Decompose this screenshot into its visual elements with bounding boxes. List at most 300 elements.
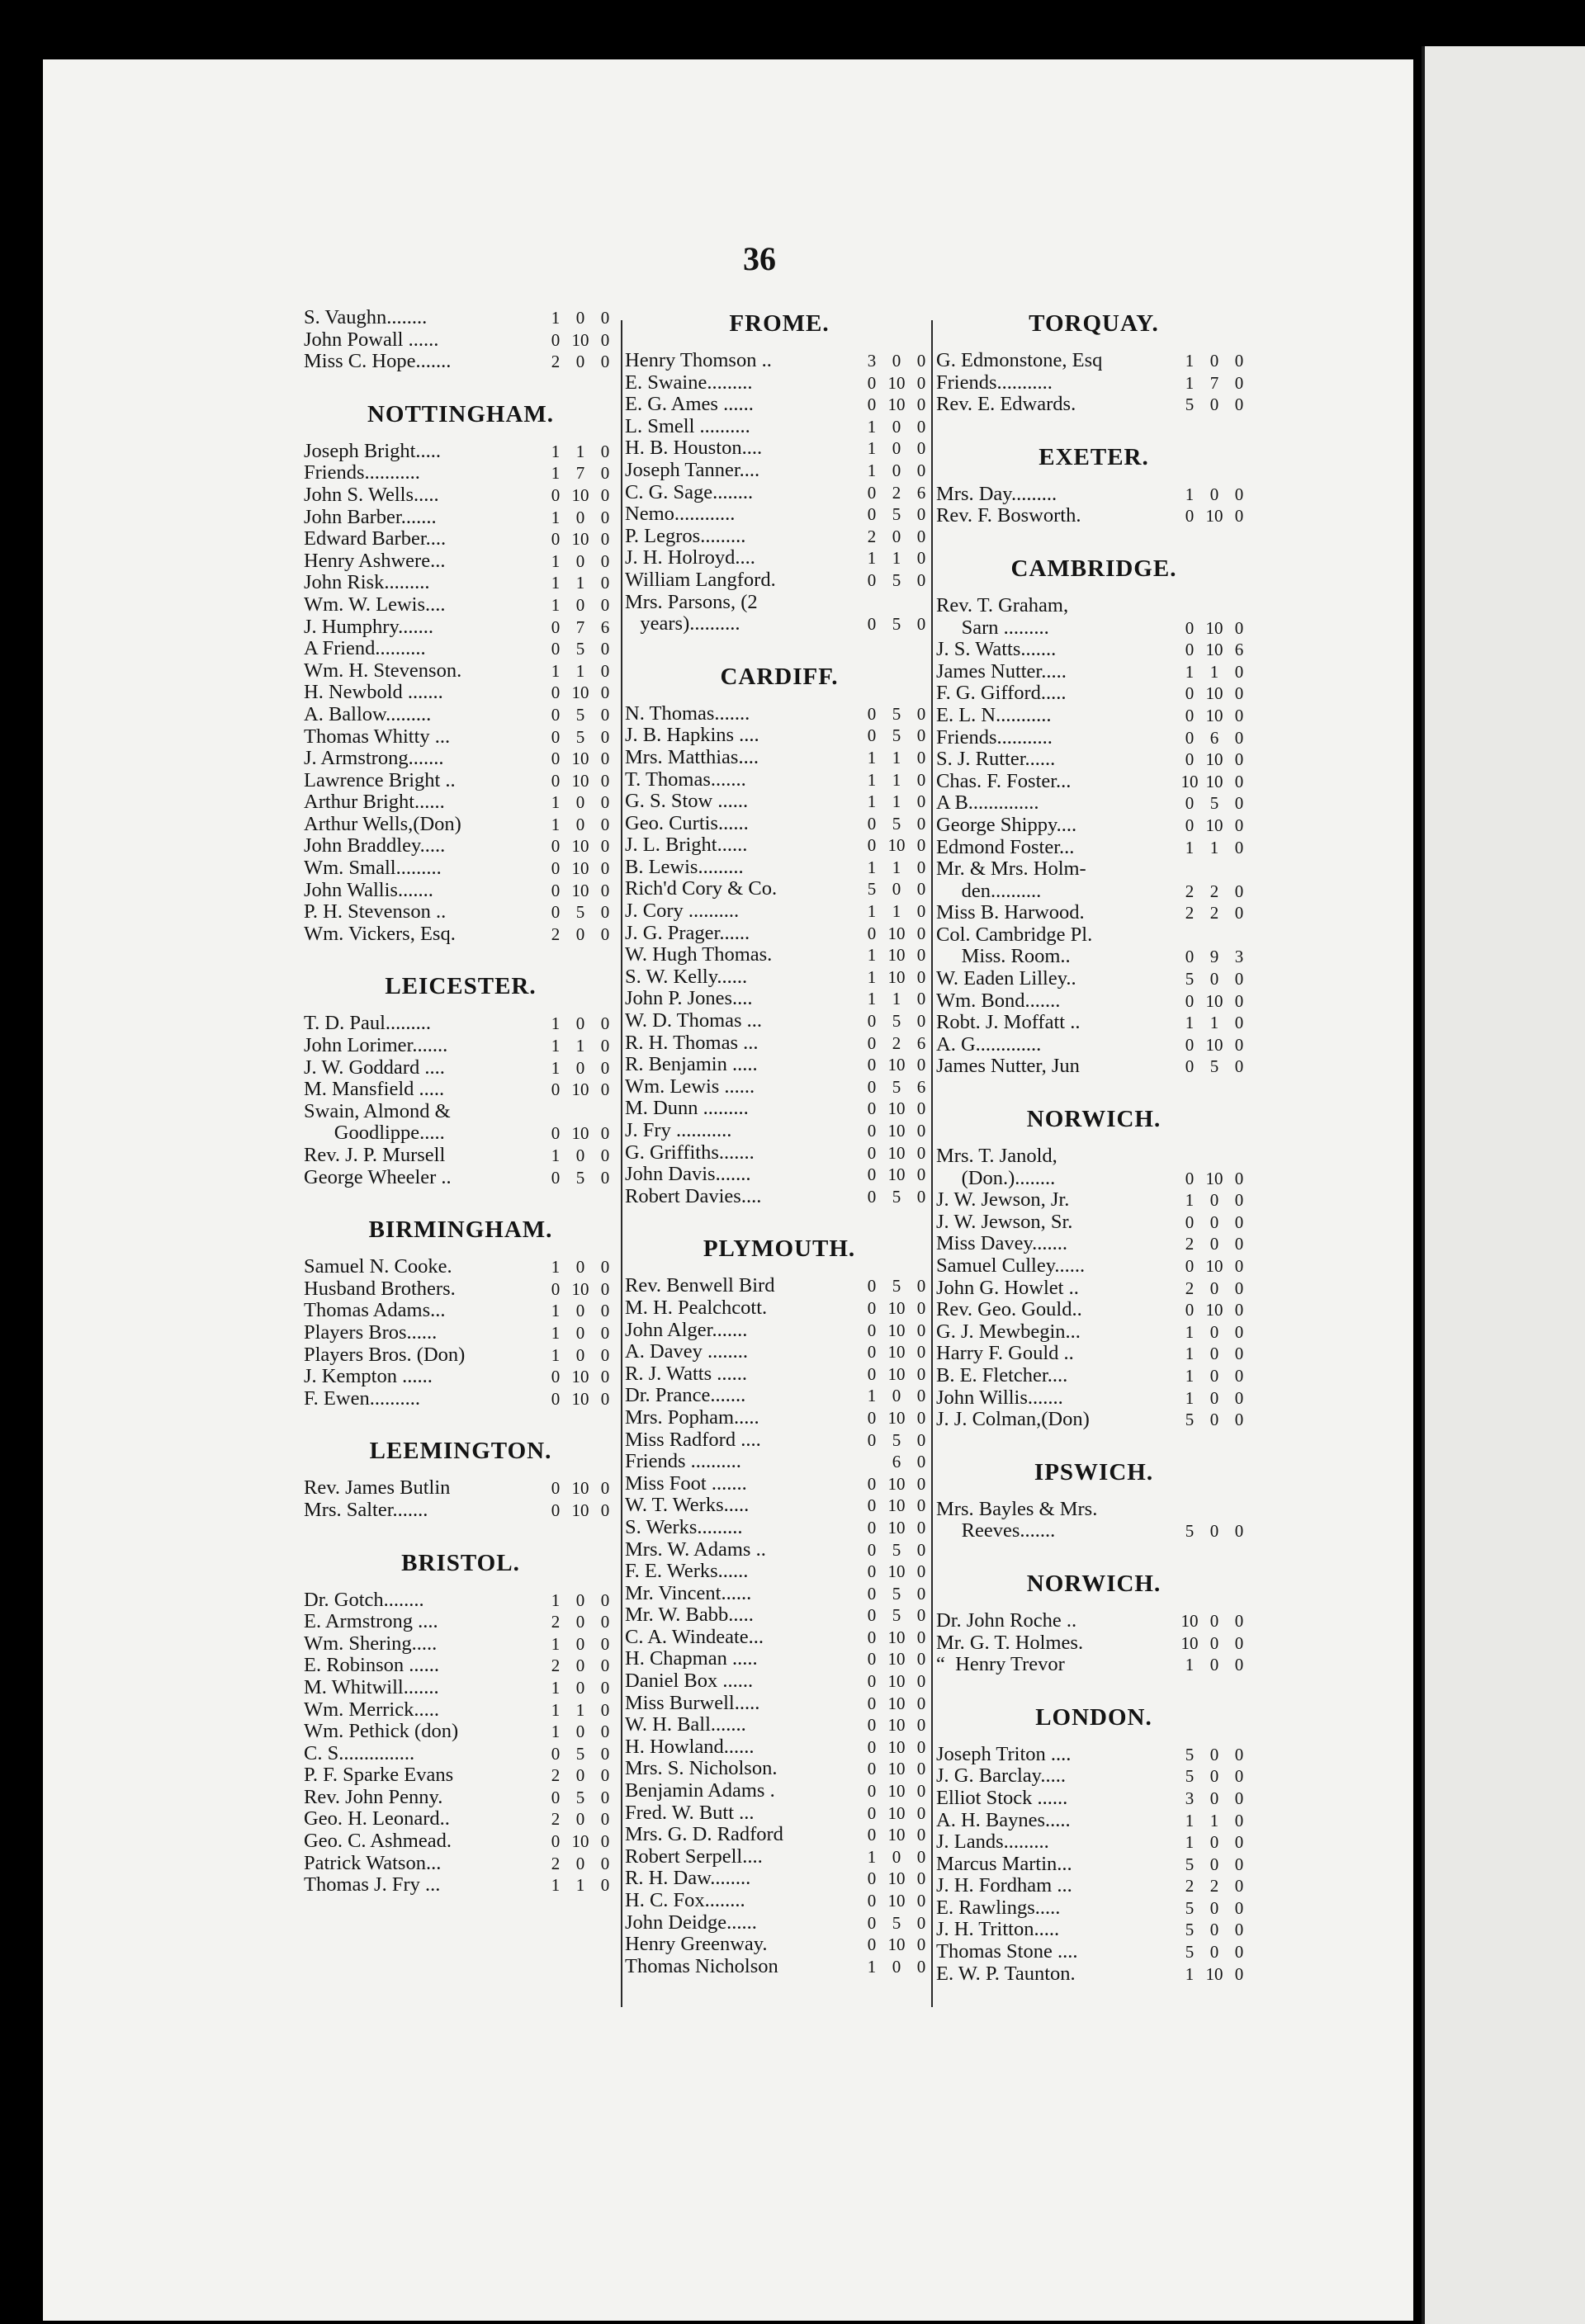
subscriber-name: E. Armstrong .... <box>304 1611 438 1633</box>
subscriber-name: Samuel Culley...... <box>936 1255 1086 1277</box>
subscriber-name: Dr. Prance....... <box>625 1385 746 1407</box>
amount-pence: 0 <box>1234 1387 1244 1408</box>
amount-pounds: 0 <box>867 1825 877 1845</box>
subscriber-name: J. G. Prager...... <box>625 922 750 944</box>
subscriber-name: Marcus Martin... <box>936 1853 1072 1875</box>
subscriber-name: Lawrence Bright .. <box>304 769 456 791</box>
subscriber-name: Mrs. Day......... <box>936 483 1057 505</box>
subscriber-row <box>625 1297 934 1320</box>
amount-pounds: 2 <box>1185 1876 1195 1897</box>
amount-pounds: 1 <box>867 548 877 569</box>
subscriber-name: E. W. P. Taunton. <box>936 1963 1076 1985</box>
amount-shillings: 10 <box>887 1868 906 1889</box>
subscriber-row <box>625 460 934 482</box>
amount-shillings: 10 <box>887 923 906 943</box>
subscriber-name: H. Newbold ....... <box>304 682 443 704</box>
subscriber-row <box>625 1846 934 1868</box>
amount-pounds: 5 <box>1185 1766 1195 1787</box>
subscriber-row <box>304 441 617 463</box>
subscriber-name: S. Vaughn........ <box>304 307 428 328</box>
subscriber-name: Mrs. Bayles & Mrs. Reeves....... <box>936 1498 1098 1542</box>
amount-pounds: 0 <box>1185 1034 1195 1055</box>
amount-pence: 0 <box>600 1278 610 1299</box>
amount-shillings: 10 <box>571 484 589 505</box>
subscriber-name: Robert Serpell.... <box>625 1845 763 1868</box>
subscriber-name: John Lorimer....... <box>304 1035 448 1057</box>
subscriber-name: R. H. Daw........ <box>625 1868 751 1890</box>
subscriber-row <box>936 1278 1251 1300</box>
subscriber-row <box>625 834 934 857</box>
amount-shillings: 0 <box>892 526 901 546</box>
amount-pounds: 0 <box>867 1649 877 1670</box>
amount-shillings: 5 <box>575 902 585 923</box>
amount-pounds: 0 <box>551 1478 561 1499</box>
amount-pounds: 2 <box>551 1656 561 1676</box>
section-heading: BIRMINGHAM. <box>368 1216 553 1244</box>
subscriber-row <box>936 705 1251 727</box>
amount-pence: 0 <box>916 835 926 856</box>
amount-shillings: 0 <box>1209 1410 1219 1430</box>
amount-shillings: 10 <box>887 1736 906 1757</box>
subscriber-row <box>304 857 617 880</box>
amount-pounds: 1 <box>551 660 561 681</box>
subscriber-row <box>625 878 934 900</box>
amount-pence: 0 <box>1234 1256 1244 1276</box>
subscriber-row <box>304 1057 617 1079</box>
subscriber-name: Elliot Stock ...... <box>936 1787 1068 1809</box>
amount-shillings: 0 <box>1209 1632 1219 1653</box>
subscriber-row <box>625 1054 934 1076</box>
subscriber-name: Edward Barber.... <box>304 528 447 550</box>
amount-pounds: 1 <box>551 507 561 527</box>
amount-pence: 0 <box>1234 990 1244 1011</box>
amount-pounds: 0 <box>867 703 877 724</box>
amount-shillings: 10 <box>887 1561 906 1582</box>
subscriber-name: S. J. Rutter...... <box>936 749 1056 771</box>
subscriber-row <box>304 814 617 836</box>
amount-pounds: 1 <box>551 1322 561 1343</box>
amount-pence: 0 <box>916 1693 926 1713</box>
amount-pence: 0 <box>600 1257 610 1278</box>
subscriber-row <box>936 1365 1251 1387</box>
subscriber-name: Mrs. G. D. Radford <box>625 1824 783 1846</box>
amount-pence: 0 <box>916 1934 926 1955</box>
amount-pence: 0 <box>600 1036 610 1056</box>
amount-shillings: 0 <box>575 1633 585 1654</box>
subscriber-name: H. C. Fox........ <box>625 1890 745 1911</box>
subscriber-name: Rev. J. P. Mursell <box>304 1145 446 1166</box>
amount-shillings: 5 <box>575 726 585 747</box>
amount-pounds: 2 <box>551 923 561 944</box>
amount-pence: 0 <box>1234 1610 1244 1631</box>
subscriber-row <box>625 1561 934 1583</box>
subscription-section <box>936 441 1251 527</box>
amount-shillings: 0 <box>1209 1321 1219 1342</box>
amount-pence: 0 <box>916 1649 926 1670</box>
subscriber-row <box>936 749 1251 771</box>
subscriber-row <box>304 462 617 484</box>
amount-pence: 0 <box>916 1276 926 1297</box>
amount-pence: 0 <box>600 1388 610 1409</box>
subscriber-row <box>625 1363 934 1386</box>
amount-pounds: 0 <box>867 1759 877 1779</box>
amount-pence: 0 <box>600 1123 610 1144</box>
subscriber-name: T. D. Paul......... <box>304 1013 432 1035</box>
amount-shillings: 10 <box>887 1825 906 1845</box>
subscriber-name: Friends........... <box>936 726 1053 749</box>
amount-shillings: 6 <box>892 1452 901 1472</box>
subscriber-name: Arthur Wells,(Don) <box>304 813 461 835</box>
amount-pounds: 0 <box>867 1781 877 1802</box>
subscriber-name: John Barber....... <box>304 506 437 528</box>
amount-pounds: 0 <box>551 329 561 350</box>
amount-pence: 0 <box>1234 1920 1244 1940</box>
amount-shillings: 5 <box>575 1167 585 1188</box>
amount-pounds: 0 <box>867 1473 877 1494</box>
subscriber-row <box>936 771 1251 793</box>
amount-pounds: 1 <box>1185 1387 1195 1408</box>
subscriber-name: J. Cory .......... <box>625 900 740 923</box>
amount-pence: 0 <box>916 548 926 569</box>
amount-shillings: 1 <box>575 1875 585 1896</box>
subscriber-name: Thomas Whitty ... <box>304 725 451 748</box>
amount-pence: 0 <box>916 1956 926 1977</box>
subscriber-name: Players Bros...... <box>304 1321 438 1344</box>
amount-pounds: 0 <box>551 616 561 637</box>
amount-pounds: 0 <box>1185 506 1195 527</box>
amount-pence: 0 <box>916 1452 926 1472</box>
amount-pence: 0 <box>916 725 926 746</box>
amount-pence: 0 <box>916 1759 926 1779</box>
amount-shillings: 10 <box>571 749 589 769</box>
amount-pence: 0 <box>916 1825 926 1845</box>
subscriber-row <box>625 1693 934 1715</box>
amount-shillings: 10 <box>1205 749 1223 770</box>
amount-shillings: 10 <box>887 372 906 393</box>
subscriber-name: Mrs. Matthias.... <box>625 746 759 768</box>
amount-shillings: 0 <box>892 460 901 480</box>
subscriber-name: A. Davey ........ <box>625 1341 749 1363</box>
subscriber-name: John P. Jones.... <box>625 988 753 1010</box>
amount-shillings: 10 <box>887 1693 906 1713</box>
section-heading: LEEMINGTON. <box>369 1438 552 1465</box>
subscriber-row <box>304 1344 617 1367</box>
amount-shillings: 5 <box>575 1787 585 1807</box>
amount-shillings: 0 <box>1209 1766 1219 1787</box>
amount-pounds: 0 <box>867 1164 877 1185</box>
amount-shillings: 1 <box>1209 837 1219 857</box>
amount-pence: 0 <box>600 529 610 550</box>
amount-pence: 0 <box>916 769 926 790</box>
amount-shillings: 2 <box>892 1032 901 1053</box>
amount-shillings: 0 <box>1209 1788 1219 1808</box>
amount-pounds: 1 <box>867 989 877 1009</box>
subscriber-row <box>304 1808 617 1830</box>
amount-pence: 0 <box>1234 1876 1244 1897</box>
amount-pounds: 0 <box>867 394 877 415</box>
subscriber-name: Rev. F. Bosworth. <box>936 505 1081 527</box>
amount-pence: 0 <box>916 460 926 480</box>
amount-pence: 0 <box>916 1868 926 1889</box>
subscriber-row <box>625 1780 934 1802</box>
amount-pence: 0 <box>916 1495 926 1516</box>
column-1 <box>304 307 617 1897</box>
subscriber-row <box>625 1010 934 1032</box>
subscriber-row <box>304 1874 617 1897</box>
subscriber-row <box>625 1385 934 1407</box>
amount-pence: 0 <box>600 770 610 791</box>
amount-shillings: 10 <box>887 1055 906 1075</box>
amount-shillings: 5 <box>892 1583 901 1604</box>
subscriber-row <box>304 1589 617 1612</box>
section-heading: TORQUAY. <box>1029 310 1159 337</box>
amount-shillings: 1 <box>892 857 901 877</box>
subscriber-row <box>936 484 1251 506</box>
amount-shillings: 5 <box>892 1276 901 1297</box>
subscriber-row <box>625 923 934 945</box>
subscriber-row <box>625 1890 934 1912</box>
subscriber-row <box>625 569 934 592</box>
amount-shillings: 0 <box>575 923 585 944</box>
amount-pence: 0 <box>1234 1013 1244 1033</box>
subscriber-row <box>625 1648 934 1670</box>
amount-pounds: 5 <box>1185 1942 1195 1963</box>
amount-pounds: 0 <box>867 1011 877 1032</box>
amount-pounds: 1 <box>1185 1013 1195 1033</box>
subscriber-row <box>625 592 934 635</box>
amount-pence: 0 <box>600 1344 610 1365</box>
subscriber-row <box>936 595 1251 639</box>
amount-shillings: 0 <box>575 1677 585 1698</box>
amount-shillings: 1 <box>892 548 901 569</box>
subscriber-row <box>625 1802 934 1825</box>
subscriber-name: J. H. Tritton..... <box>936 1919 1060 1941</box>
subscriber-row <box>304 1035 617 1057</box>
amount-pounds: 0 <box>867 1055 877 1075</box>
subscriber-row <box>936 1963 1251 1986</box>
amount-pence: 0 <box>1234 1632 1244 1653</box>
amount-pounds: 0 <box>867 1186 877 1207</box>
subscriber-row <box>304 1013 617 1035</box>
amount-pence: 0 <box>600 1831 610 1852</box>
amount-pounds: 0 <box>867 372 877 393</box>
amount-pounds: 0 <box>551 880 561 900</box>
amount-shillings: 1 <box>892 791 901 812</box>
amount-pence: 0 <box>916 1164 926 1185</box>
amount-shillings: 1 <box>575 660 585 681</box>
amount-pence: 0 <box>916 1802 926 1823</box>
amount-pounds: 0 <box>551 770 561 791</box>
amount-pounds: 1 <box>1185 661 1195 682</box>
subscriber-row <box>304 550 617 573</box>
subscriber-row <box>936 661 1251 683</box>
amount-shillings: 10 <box>887 1142 906 1163</box>
subscriber-name: Henry Greenway. <box>625 1934 768 1956</box>
subscriber-name: M. Dunn ......... <box>625 1098 749 1120</box>
amount-pence: 0 <box>600 484 610 505</box>
amount-pounds: 1 <box>551 1677 561 1698</box>
subscription-section <box>304 1213 617 1410</box>
amount-pence: 0 <box>600 1167 610 1188</box>
subscriber-row <box>936 1919 1251 1941</box>
amount-pence: 0 <box>916 879 926 900</box>
subscriber-name: Thomas J. Fry ... <box>304 1874 441 1897</box>
subscriber-row <box>625 747 934 769</box>
subscriber-name: P. Legros......... <box>625 525 746 547</box>
amount-pence: 0 <box>916 1473 926 1494</box>
amount-shillings: 1 <box>892 769 901 790</box>
subscriber-name: Wm. Small......... <box>304 857 442 880</box>
subscription-section <box>936 1567 1251 1676</box>
subscriber-name: Miss C. Hope....... <box>304 351 452 373</box>
amount-shillings: 5 <box>892 1605 901 1626</box>
subscriber-row <box>936 902 1251 924</box>
subscriber-name: Husband Brothers. <box>304 1278 456 1300</box>
subscriber-row <box>304 1300 617 1322</box>
amount-shillings: 0 <box>892 1846 901 1867</box>
amount-pounds: 10 <box>1180 1610 1199 1631</box>
amount-pounds: 0 <box>1185 1168 1195 1188</box>
amount-pence: 0 <box>1234 1410 1244 1430</box>
subscriber-row <box>936 1875 1251 1897</box>
amount-pence: 0 <box>1234 793 1244 814</box>
subscriber-name: Mr. & Mrs. Holm- den.......... <box>936 858 1086 902</box>
amount-pounds: 0 <box>551 858 561 879</box>
subscriber-name: John Braddley..... <box>304 835 446 857</box>
amount-pence: 0 <box>916 1186 926 1207</box>
section-heading: CARDIFF. <box>720 663 839 690</box>
amount-pence: 0 <box>916 1429 926 1450</box>
amount-pence: 6 <box>916 1032 926 1053</box>
subscription-section <box>936 307 1251 416</box>
amount-pounds: 1 <box>867 1386 877 1406</box>
amount-pence: 0 <box>916 1539 926 1560</box>
subscriber-row <box>936 1233 1251 1255</box>
amount-pence: 0 <box>600 704 610 725</box>
amount-shillings: 0 <box>1209 1610 1219 1631</box>
column-3 <box>936 307 1251 1985</box>
amount-shillings: 10 <box>887 1407 906 1428</box>
subscriber-row <box>936 1255 1251 1278</box>
amount-shillings: 10 <box>887 1517 906 1538</box>
amount-pence: 0 <box>1234 506 1244 527</box>
subscriber-name: C. S............... <box>304 1742 415 1764</box>
amount-pounds: 5 <box>1185 1410 1195 1430</box>
subscriber-row <box>625 503 934 526</box>
amount-pounds: 0 <box>867 1627 877 1647</box>
subscriber-name: J. H. Fordham ... <box>936 1875 1072 1897</box>
amount-shillings: 1 <box>892 901 901 922</box>
amount-pounds: 1 <box>1185 1365 1195 1386</box>
subscriber-row <box>625 813 934 835</box>
subscriber-row <box>304 1388 617 1410</box>
subscriber-name: Joseph Triton .... <box>936 1743 1072 1765</box>
amount-pence: 0 <box>600 463 610 484</box>
amount-pence: 0 <box>1234 1766 1244 1787</box>
amount-pence: 0 <box>600 639 610 659</box>
amount-pounds: 5 <box>867 879 877 900</box>
amount-pounds: 2 <box>1185 1234 1195 1254</box>
amount-shillings: 0 <box>575 507 585 527</box>
amount-pounds: 0 <box>867 1693 877 1713</box>
subscriber-name: J. W. Goddard .... <box>304 1056 445 1079</box>
subscriber-row <box>625 1758 934 1780</box>
amount-shillings: 10 <box>887 1164 906 1185</box>
subscriber-row <box>304 1830 617 1853</box>
subscriber-name: Fred. W. Butt ... <box>625 1802 755 1824</box>
amount-shillings: 10 <box>887 1473 906 1494</box>
amount-shillings: 10 <box>1205 1300 1223 1320</box>
amount-pence: 0 <box>916 1583 926 1604</box>
subscriber-row <box>936 372 1251 394</box>
amount-pence: 0 <box>600 902 610 923</box>
amount-pounds: 5 <box>1185 1521 1195 1542</box>
amount-shillings: 0 <box>575 1322 585 1343</box>
amount-pence: 0 <box>600 792 610 813</box>
amount-shillings: 10 <box>571 880 589 900</box>
section-heading: CAMBRIDGE. <box>1010 555 1177 582</box>
subscriber-row <box>304 1256 617 1278</box>
subscriber-row <box>304 1655 617 1677</box>
amount-pence: 0 <box>916 1781 926 1802</box>
amount-shillings: 0 <box>892 1956 901 1977</box>
amount-pounds: 1 <box>551 594 561 615</box>
amount-pounds: 0 <box>551 1123 561 1144</box>
subscriber-name: John Risk......... <box>304 572 430 594</box>
subscriber-row <box>304 835 617 857</box>
subscriber-name: George Wheeler .. <box>304 1166 452 1188</box>
amount-pence: 0 <box>1234 484 1244 504</box>
subscriber-name: John Powall ...... <box>304 328 439 351</box>
subscriber-row <box>625 1736 934 1759</box>
amount-shillings: 0 <box>575 1656 585 1676</box>
subscriber-name: Samuel N. Cooke. <box>304 1256 452 1278</box>
subscriber-name: A. G............. <box>936 1033 1042 1056</box>
subscriber-row <box>304 1101 617 1145</box>
subscriber-name: John Willis....... <box>936 1386 1063 1409</box>
amount-shillings: 10 <box>571 1123 589 1144</box>
amount-shillings: 7 <box>1209 372 1219 393</box>
amount-pence: 0 <box>1234 903 1244 923</box>
amount-shillings: 0 <box>575 1612 585 1632</box>
amount-pounds: 1 <box>551 814 561 834</box>
amount-shillings: 5 <box>892 703 901 724</box>
subscriber-name: P. H. Stevenson .. <box>304 901 447 923</box>
amount-shillings: 10 <box>1205 506 1223 527</box>
amount-pence: 0 <box>1234 661 1244 682</box>
amount-pounds: 0 <box>551 836 561 857</box>
subscriber-row <box>936 1387 1251 1410</box>
subscriber-name: J. Fry ........... <box>625 1120 732 1141</box>
amount-pounds: 2 <box>551 352 561 372</box>
amount-shillings: 0 <box>575 1589 585 1610</box>
subscriber-name: Nemo............ <box>625 503 736 526</box>
amount-pence: 0 <box>600 1677 610 1698</box>
amount-shillings: 10 <box>571 1831 589 1852</box>
amount-pence: 0 <box>916 1736 926 1757</box>
subscriber-name: E. L. N........... <box>936 704 1052 726</box>
subscriber-row <box>625 703 934 725</box>
amount-shillings: 0 <box>1209 969 1219 990</box>
subscriber-name: J. W. Jewson, Sr. <box>936 1211 1073 1233</box>
subscriber-row <box>304 1764 617 1787</box>
amount-pounds: 0 <box>867 1142 877 1163</box>
subscription-section <box>304 1547 617 1897</box>
amount-pence: 0 <box>600 1079 610 1100</box>
amount-pence: 0 <box>916 1671 926 1692</box>
amount-shillings: 2 <box>1209 881 1219 901</box>
amount-shillings: 10 <box>571 1079 589 1100</box>
